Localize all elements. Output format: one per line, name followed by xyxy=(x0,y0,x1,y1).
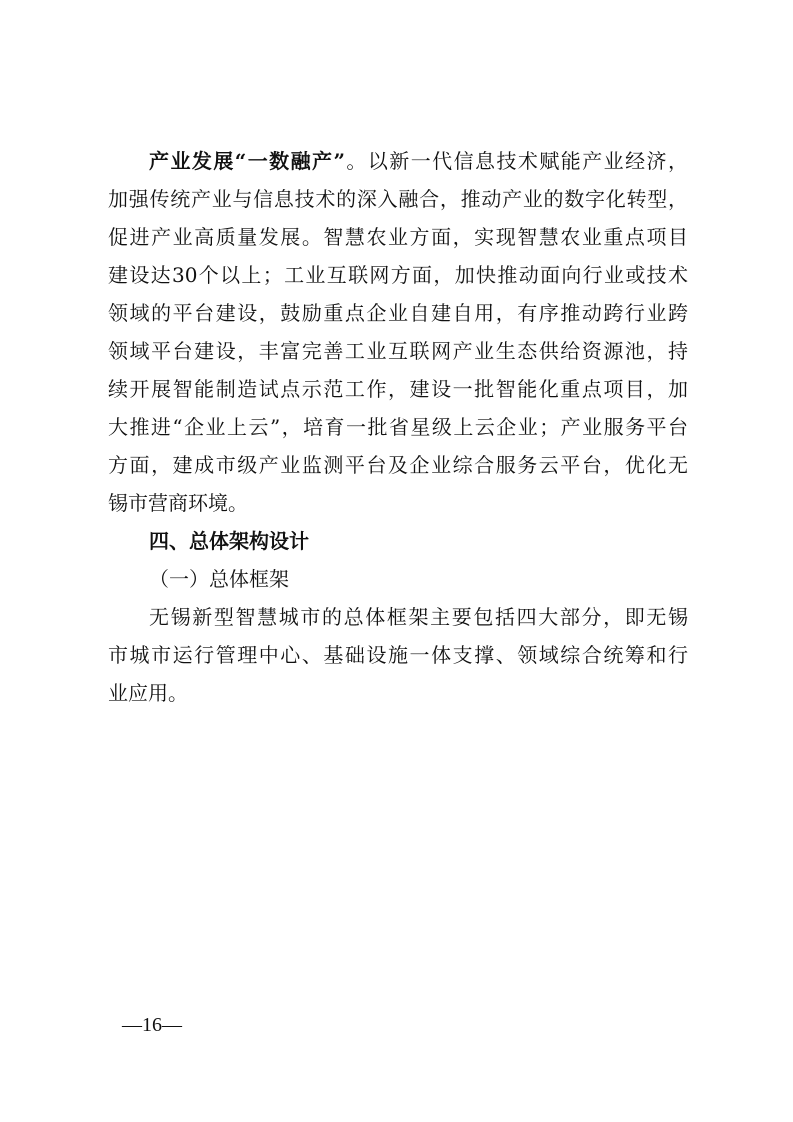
paragraph-line: 续开展智能制造试点示范工作，建设一批智能化重点项目，加 xyxy=(108,377,688,401)
paragraph-lead-bold: 产业发展“一数融产” xyxy=(149,149,345,173)
paragraph-line: 建设达30个以上；工业互联网方面，加快推动面向行业或技术 xyxy=(108,263,688,287)
paragraph-line: 方面，建成市级产业监测平台及企业综合服务云平台，优化无 xyxy=(108,453,688,477)
paragraph-line: 业应用。 xyxy=(108,681,188,705)
body-text xyxy=(108,142,688,712)
paragraph-line: 锡市营商环境。 xyxy=(108,491,248,515)
paragraph-line: 领域的平台建设，鼓励重点企业自建自用，有序推动跨行业跨 xyxy=(108,301,688,325)
paragraph-text: 。以新一代信息技术赋能产业经济， xyxy=(344,149,688,173)
section-heading: 四、总体架构设计 xyxy=(149,529,309,553)
paragraph-line: 市城市运行管理中心、基础设施一体支撑、领域综合统筹和行 xyxy=(108,643,688,667)
paragraph-line: 大推进“企业上云”，培育一批省星级上云企业；产业服务平台 xyxy=(108,415,688,439)
paragraph-line xyxy=(108,142,688,180)
paragraph-line: 促进产业高质量发展。智慧农业方面，实现智慧农业重点项目 xyxy=(108,225,688,249)
paragraph-line: 无锡新型智慧城市的总体框架主要包括四大部分，即无锡 xyxy=(149,605,688,629)
page-number: —16— xyxy=(122,1014,182,1036)
subsection-heading: （一）总体框架 xyxy=(149,567,289,591)
paragraph-line: 领域平台建设，丰富完善工业互联网产业生态供给资源池，持 xyxy=(108,339,688,363)
paragraph-line: 加强传统产业与信息技术的深入融合，推动产业的数字化转型， xyxy=(108,187,688,211)
